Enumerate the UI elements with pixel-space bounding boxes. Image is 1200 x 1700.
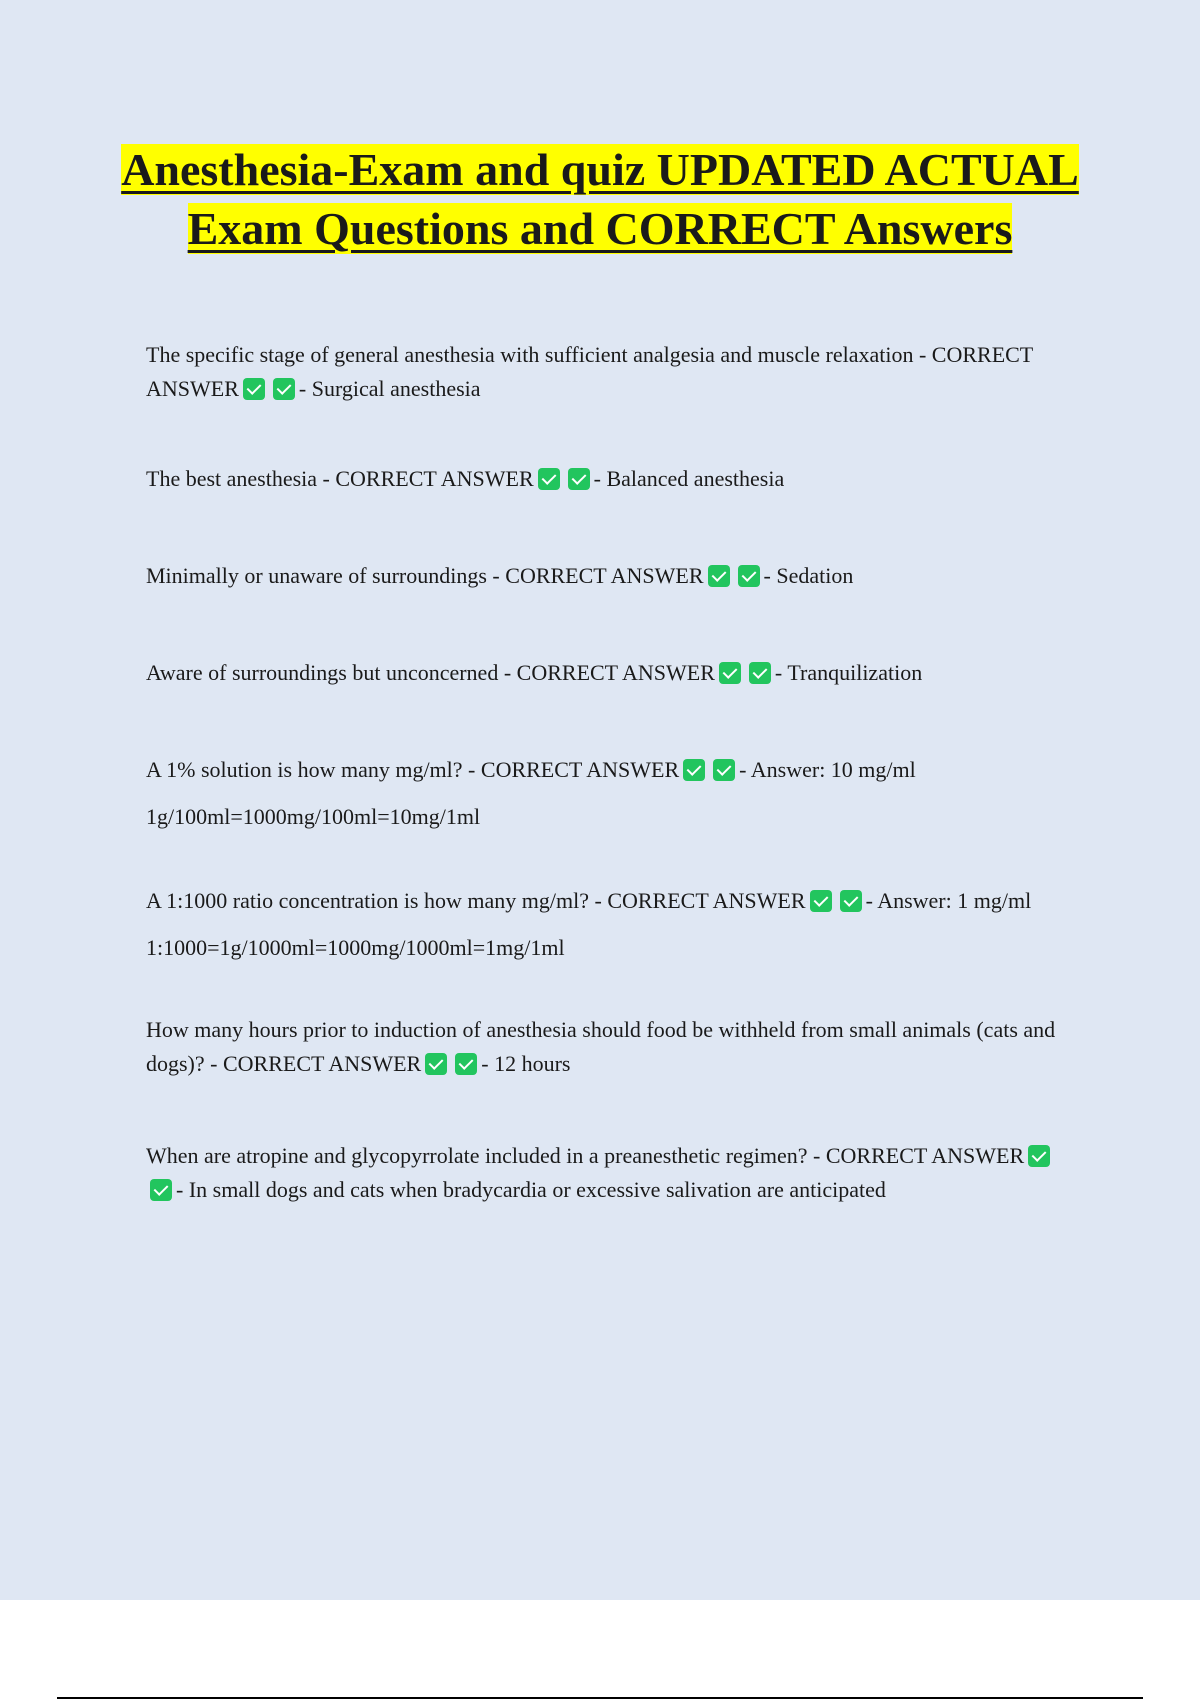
qa-line: A 1:1000 ratio concentration is how many mg/ml? - CORRECT ANSWER - Answer: 1 mg/ml	[146, 888, 1032, 913]
green-checkmark-icon	[568, 468, 590, 490]
answer-marker: CORRECT ANSWER	[335, 466, 534, 491]
qa-item	[146, 884, 1076, 965]
qa-line: Aware of surroundings but unconcerned - CORRECT ANSWER - Tranquilization	[146, 660, 923, 685]
question-text: The specific stage of general anesthesia with sufficient analgesia and muscle relaxation -	[146, 342, 927, 367]
answer-marker: CORRECT ANSWER	[516, 660, 715, 685]
calculation-line: 1:1000=1g/1000ml=1000mg/1000ml=1mg/1ml	[146, 935, 565, 960]
green-checkmark-icon	[719, 662, 741, 684]
answer-text: In small dogs and cats when bradycardia or excessive salivation are anticipated	[188, 1177, 886, 1202]
answer-text: Balanced anesthesia	[606, 466, 785, 491]
qa-item	[146, 338, 1076, 406]
green-checkmark-icon	[273, 378, 295, 400]
green-checkmark-icon	[840, 890, 862, 912]
green-checkmark-icon	[738, 565, 760, 587]
green-checkmark-icon	[749, 662, 771, 684]
question-text: The best anesthesia -	[146, 466, 330, 491]
green-checkmark-icon	[810, 890, 832, 912]
question-text: How many hours prior to induction of anesthesia should food be withheld from small animals (cats and dogs)? -	[146, 1017, 1056, 1076]
green-checkmark-icon	[683, 759, 705, 781]
qa-item	[146, 1013, 1076, 1081]
answer-text: Surgical anesthesia	[311, 376, 481, 401]
answer-text: Sedation	[776, 563, 854, 588]
qa-line: The best anesthesia - CORRECT ANSWER - Balanced anesthesia	[146, 466, 785, 491]
calculation-line: 1g/100ml=1000mg/100ml=10mg/1ml	[146, 804, 481, 829]
answer-marker: CORRECT ANSWER	[222, 1051, 422, 1076]
green-checkmark-icon	[713, 759, 735, 781]
green-checkmark-icon	[708, 565, 730, 587]
qa-line: When are atropine and glycopyrrolate included in a preanesthetic regimen? - CORRECT ANSWER- In small dogs and cats when bradycardia or excessive salivation are anticipated	[146, 1139, 1076, 1207]
green-checkmark-icon	[243, 378, 265, 400]
answer-text: 12 hours	[494, 1051, 571, 1076]
document-title	[100, 140, 1100, 258]
answer-text: Tranquilization	[787, 660, 923, 685]
green-checkmark-icon	[425, 1053, 447, 1075]
qa-item	[146, 656, 1076, 690]
question-text: A 1:1000 ratio concentration is how many mg/ml? -	[146, 888, 602, 913]
question-text: Minimally or unaware of surroundings -	[146, 563, 500, 588]
qa-line: The specific stage of general anesthesia with sufficient analgesia and muscle relaxation - CORRECT ANSWER - Surgical anesthesia	[146, 342, 1033, 401]
question-text: When are atropine and glycopyrrolate included in a preanesthetic regimen? -	[146, 1143, 821, 1168]
qa-line: A 1% solution is how many mg/ml? - CORRECT ANSWER - Answer: 10 mg/ml	[146, 757, 916, 782]
question-text: Aware of surroundings but unconcerned -	[146, 660, 512, 685]
answer-marker: CORRECT ANSWER	[505, 563, 704, 588]
answer-marker: CORRECT ANSWER	[607, 888, 806, 913]
green-checkmark-icon	[538, 468, 560, 490]
answer-text: Answer: 10 mg/ml	[750, 757, 916, 782]
footer-divider	[57, 1697, 1143, 1699]
qa-list	[146, 338, 1076, 1207]
qa-item	[146, 1139, 1076, 1207]
answer-marker: CORRECT ANSWER	[146, 342, 1033, 401]
answer-text: Answer: 1 mg/ml	[877, 888, 1032, 913]
answer-marker: CORRECT ANSWER	[825, 1143, 1025, 1168]
qa-item	[146, 462, 1076, 496]
qa-line: How many hours prior to induction of anesthesia should food be withheld from small animals (cats and dogs)? - CORRECT ANSWER - 12 hours	[146, 1017, 1056, 1076]
green-checkmark-icon	[1028, 1145, 1050, 1167]
question-text: A 1% solution is how many mg/ml? -	[146, 757, 476, 782]
answer-marker: CORRECT ANSWER	[480, 757, 680, 782]
qa-item	[146, 559, 1076, 593]
document-title-text: Anesthesia-Exam and quiz UPDATED ACTUAL Exam Questions and CORRECT Answers	[121, 144, 1079, 254]
green-checkmark-icon	[150, 1179, 172, 1201]
qa-item	[146, 753, 1076, 834]
green-checkmark-icon	[455, 1053, 477, 1075]
qa-line: Minimally or unaware of surroundings - CORRECT ANSWER - Sedation	[146, 563, 854, 588]
